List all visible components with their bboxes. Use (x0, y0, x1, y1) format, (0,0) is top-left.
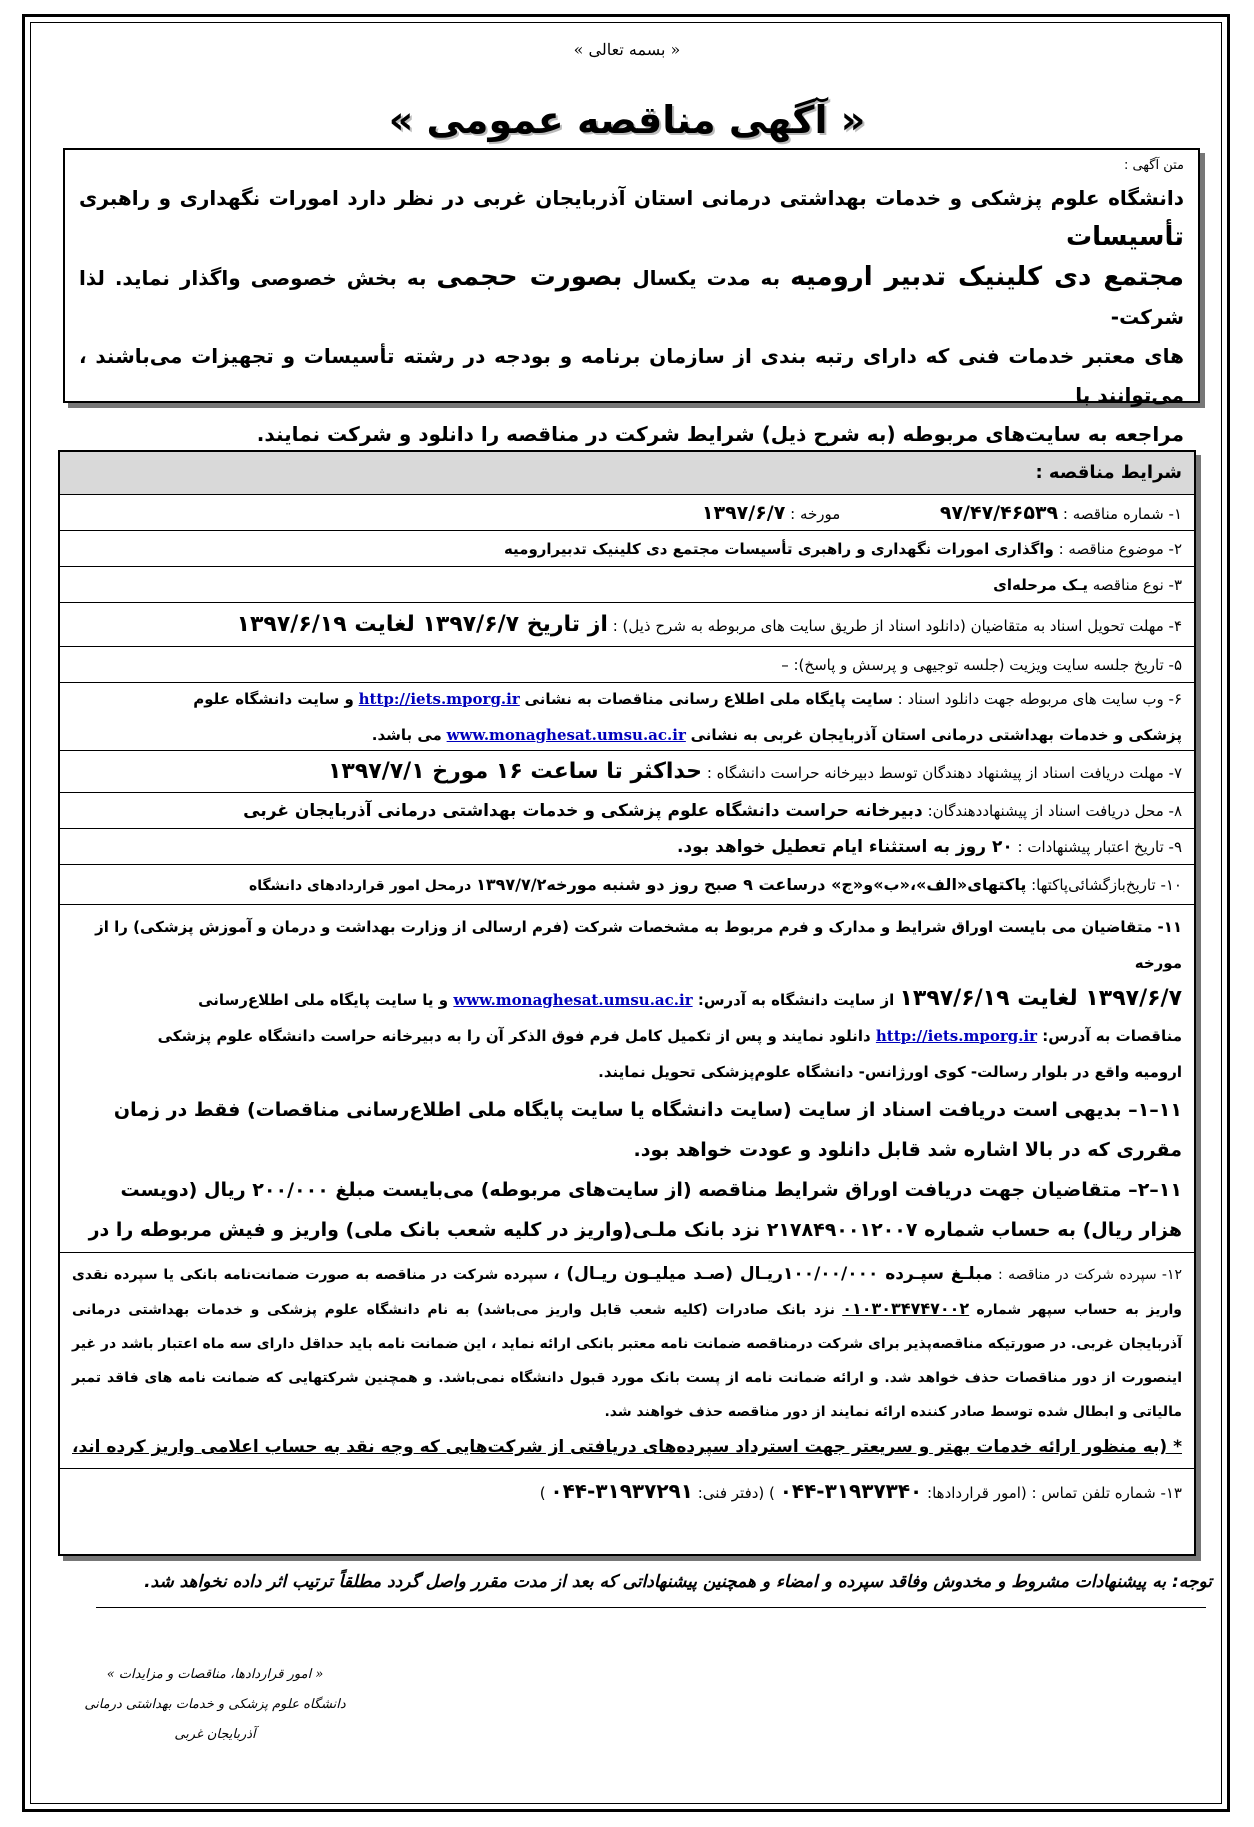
condition-row-10 (60, 865, 1194, 905)
tender-type-label: ۳- نوع مناقصه (1092, 575, 1182, 594)
notice-box (63, 148, 1200, 446)
page-title: « آگهی مناقصه عمومی » (388, 98, 866, 142)
phone-label: ۱۳- شماره تلفن تماس : (امور قراردادها: (927, 1484, 1182, 1502)
condition-row-12 (60, 1253, 1194, 1469)
r11-line3b: دانلود نمایند و پس از تکمیل کامل فرم فوق الذکر آن را به دبیرخانه حراست دانشگاه علوم پزشکی (157, 1027, 871, 1045)
r11-1: ۱۱–۱– بدیهی است دریافت اسناد از سایت (سایت دانشگاه یا سایت پایگاه ملی اطلاع‌رسانی مناقصات) فقط در زمان مقرری که در بالا اشاره شد قابل دانلود و عودت خواهد بود. (113, 1099, 1182, 1161)
signature (60, 1660, 370, 1750)
deposit-text: سپرده شرکت در مناقصه به صورت ضمانت‌نامه بانکی یا سپرده نقدی واریز به حساب سپهر شماره (72, 1267, 1183, 1318)
tender-type: یـک مرحله‌ای (993, 575, 1088, 594)
notice-p2: به مدت یکسال (632, 266, 781, 290)
footnote: توجه: به پیشنهادات مشروط و مخدوش وفاقد سپرده و امضاء و همچنین پیشنهاداتی که بعد از مدت مقرر واصل گردد مطلقاً ترتیب اثر داده نخواهد شد. (144, 1572, 1212, 1592)
receipt-place-label: ۸- محل دریافت اسناد از پیشنهاددهندگان: (927, 801, 1182, 820)
footnote-underline (96, 1607, 1206, 1608)
receipt-deadline-label: ۷- مهلت دریافت اسناد از پیشنهاد دهندگان توسط دبیرخانه حراست دانشگاه : (706, 764, 1182, 782)
notice-p4: مراجعه به سایت‌های مربوطه (به شرح ذیل) شرایط شرکت در مناقصه را دانلود و شرکت نمایند. (256, 422, 1184, 446)
r11-line3a: مناقصات به آدرس: (1042, 1027, 1182, 1045)
basmala: « بسمه تعالی » (573, 40, 681, 59)
signature-line2: دانشگاه علوم پزشکی و خدمات بهداشتی درمانی آذربایجان غربی (84, 1697, 346, 1742)
r11-monaghesat-link[interactable]: www.monaghesat.umsu.ac.ir (453, 991, 693, 1009)
notice-label: متن آگهی : (1123, 158, 1184, 173)
conditions-header: شرایط مناقصه : (60, 452, 1194, 495)
condition-row-2 (60, 531, 1194, 567)
r11-iets-link[interactable]: http://iets.mporg.ir (875, 1027, 1038, 1045)
r11-mid: از سایت دانشگاه به آدرس: (697, 991, 895, 1009)
doc-delivery-dates: از تاریخ ۱۳۹۷/۶/۷ لغایت ۱۳۹۷/۶/۱۹ (236, 612, 608, 637)
condition-row-11 (60, 905, 1194, 1253)
condition-row-4 (60, 603, 1194, 647)
notice-p2-em2: بصورت حجمی (436, 262, 623, 292)
validity-value: ۲۰ روز به استثناء ایام تعطیل خواهد بود. (676, 836, 1013, 857)
websites-end: می باشد. (371, 725, 442, 744)
opening-value: پاکتهای«الف»،«ب»و«ج» درساعت ۹ صبح روز دو شنبه مورخه۱۳۹۷/۷/۲ (476, 875, 1027, 894)
deposit-label: ۱۲- سپرده شرکت در مناقصه : (998, 1267, 1183, 1283)
r11-line4: ارومیه واقع در بلوار رسالت- کوی اورژانس- دانشگاه علوم‌پزشکی تحویل نمایند. (598, 1063, 1182, 1081)
r11-mid2: و یا سایت پایگاه ملی اطلاع‌رسانی (198, 991, 449, 1009)
phone-end: ) (539, 1484, 546, 1502)
conditions-box (58, 450, 1196, 1556)
notice-p2-em: مجتمع دی کلینیک تدبیر ارومیه (790, 262, 1184, 292)
phone-technical: ۰۴۴-۳۱۹۳۷۲۹۱ (550, 1479, 693, 1503)
websites-text-1: سایت پایگاه ملی اطلاع رسانی مناقصات به نشانی (524, 689, 893, 708)
phone-mid: ) (دفتر فنی: (697, 1484, 775, 1502)
r11-main (72, 909, 1182, 1090)
notice-p1-em: تأسیسات (1065, 222, 1184, 252)
deposit-account: ۰۱۰۳۰۳۴۷۴۷۰۰۲ (842, 1299, 970, 1318)
tender-number-label: ۱- شماره مناقصه : (1062, 504, 1182, 523)
doc-delivery-label: ۴- مهلت تحویل اسناد به متقاضیان (دانلود اسناد از طریق سایت های مربوطه به شرح ذیل) : (612, 617, 1182, 635)
condition-row-3 (60, 567, 1194, 603)
tender-number: ۹۷/۴۷/۴۶۵۳۹ (939, 501, 1059, 524)
notice-p3: های معتبر خدمات فنی که دارای رتبه بندی از سازمان برنامه و بودجه در رشته تأسیسات و تجهیزات می‌باشند ، می‌توانند با (79, 344, 1184, 407)
condition-row-13 (60, 1469, 1194, 1513)
notice-p1: دانشگاه علوم پزشکی و خدمات بهداشتی درمانی استان آذربایجان غربی در نظر دارد امورات نگهداری و راهبری (79, 186, 1184, 210)
deposit-note: * (به منظور ارائه خدمات بهتر و سریعتر جهت استرداد سپرده‌های دریافتی از شرکت‌هایی که وجه نقد به حساب اعلامی واریز کرده اند، (72, 1437, 1182, 1457)
condition-row-5 (60, 647, 1194, 683)
websites-text-3: پزشکی و خدمات بهداشتی درمانی استان آذربایجان غربی به نشانی (690, 725, 1182, 744)
condition-row-9 (60, 829, 1194, 865)
iets-link[interactable]: http://iets.mporg.ir (358, 689, 520, 708)
r11-dates: ۱۳۹۷/۶/۷ لغایت ۱۳۹۷/۶/۱۹ (899, 986, 1182, 1011)
websites-label: ۶- وب سایت های مربوطه جهت دانلود اسناد : (897, 689, 1182, 708)
notice-p2b: به بخش خصوصی واگذار نماید. لذا شرکت- (79, 266, 1184, 329)
phone-contracts: ۰۴۴-۳۱۹۳۷۳۴۰ (779, 1479, 923, 1503)
receipt-deadline: حداکثر تا ساعت ۱۶ مورخ ۱۳۹۷/۷/۱ (327, 759, 703, 784)
receipt-place: دبیرخانه حراست دانشگاه علوم پزشکی و خدمات بهداشتی درمانی آذربایجان غربی (243, 800, 923, 821)
tender-subject: واگذاری امورات نگهداری و راهبری تأسیسات مجتمع دی کلینیک تدبیرارومیه (503, 539, 1054, 558)
tender-date-label: مورخه : (790, 504, 841, 523)
condition-row-6 (60, 683, 1194, 751)
opening-end: درمحل امور قراردادهای دانشگاه (249, 878, 472, 894)
monaghesat-link[interactable]: www.monaghesat.umsu.ac.ir (446, 725, 686, 744)
r11-line1: ۱۱- متقاضیان می بایست اوراق شرایط و مدارک و فرم مربوط به مشخصات شرکت (فرم ارسالی از وزارت بهداشت و درمان و آموزش پزشکی) را از مورخه (95, 918, 1182, 972)
deposit-text-2: نزد بانک صادرات (کلیه شعب قابل واریز می‌باشد) به نام دانشگاه علوم پزشکی و خدمات بهداشتی درمانی آذربایجان غربی. در صورتیکه مناقصه‌پذیر برای شرکت درمناقصه ضمانت نامه معتبر بانکی ارائه نماید ، این ضمانت نامه باید حداقل دارای سه ماه اعتبار باشد در غیر اینصورت از دور مناقصات حذف خواهد شد. و ارائه ضمانت نامه از پست بانک مورد قبول دانشگاه نمی‌باشد. و همچنین شرکتهایی که ضمانت نامه های فاقد تمبر مالیاتی و ابطال شده توسط صادر کننده ارائه نمایند از دور مناقصه حذف خواهند شد. (72, 1302, 1182, 1420)
tender-subject-label: ۲- موضوع مناقصه : (1058, 539, 1182, 558)
tender-date: ۱۳۹۷/۶/۷ (701, 501, 786, 524)
condition-row-8 (60, 793, 1194, 829)
websites-text-2: و سایت دانشگاه علوم (193, 689, 354, 708)
condition-row-7 (60, 751, 1194, 793)
r11-2: ۱۱–۲– متقاضیان جهت دریافت اوراق شرایط مناقصه (از سایت‌های مربوطه) می‌بایست مبلغ ۲۰۰/۰۰۰ ریال (دویست هزار ریال) به حساب شماره ۲۱۷۸۴۹۰۰۱۲۰۰۷ نزد بانک ملـی(واریز در کلیه شعب بانک ملی) واریز و فیش مربوطه را در (88, 1179, 1182, 1241)
opening-label: ۱۰- تاریخ‌بازگشائی‌پاکتها: (1031, 876, 1182, 894)
notice-text (79, 179, 1184, 454)
site-visit-label: ۵- تاریخ جلسه سایت ویزیت (جلسه توجیهی و پرسش و پاسخ): – (781, 655, 1182, 674)
deposit-amount: مبلـغ سپـرده ۱۰۰/۰۰/۰۰۰ریـال (صـد میلیـون ریـال) ، (553, 1264, 993, 1284)
validity-label: ۹- تاریخ اعتبار پیشنهادات : (1017, 837, 1182, 856)
signature-line1: « امور قراردادها، مناقصات و مزایدات » (106, 1667, 324, 1682)
condition-row-1 (60, 495, 1194, 531)
